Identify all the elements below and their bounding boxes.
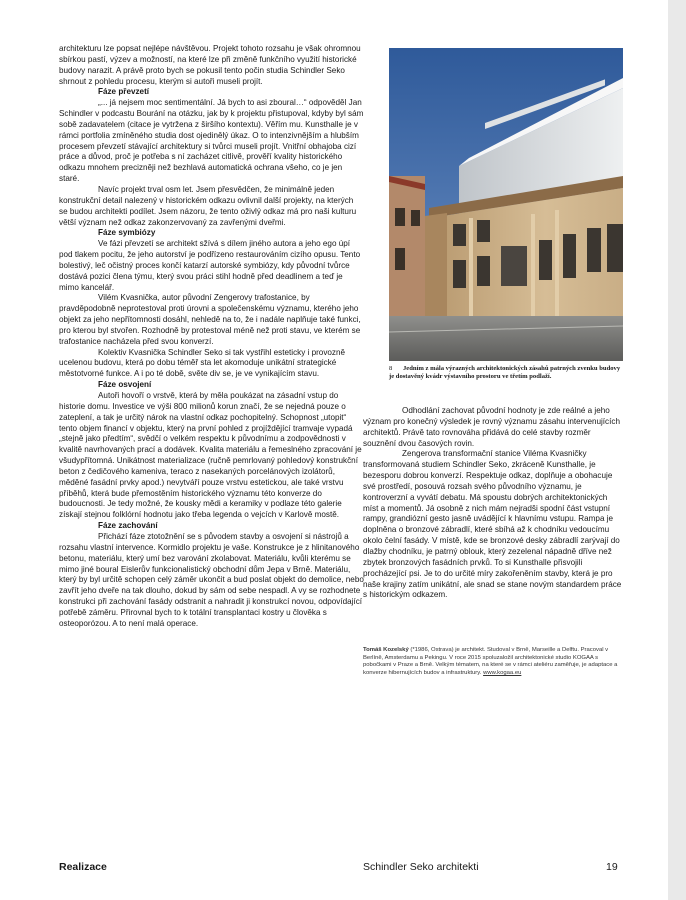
kunsthalle-facade-image	[389, 48, 623, 361]
body-paragraph: Kolektiv Kvasnička Schindler Seko si tak vystřihl esteticky i provozně ucelenou budovu, která po dobu téměř sta let akomoduje unikátní strategické městotvorné funkce. A i po té době, světe div se, je ve vynikajícím stavu.	[59, 347, 346, 379]
body-text-left-column	[59, 44, 364, 630]
section-heading: Fáze symbiózy	[98, 228, 156, 238]
section-heading: Fáze osvojení	[98, 380, 152, 390]
author-bio-text: (*1986, Ostrava) je architekt. Studoval v Brně, Marseille a Delftu. Pracoval v Berlíně, Amsterdamu a Pekingu. V roce 2015 spoluzaložil architektonické studio KOGAA s pobočkami v Praze a Brně. Velkým tématem, na které se v rámci ateliéru zaměřuje, je adaptace a konverze hibernujících budov a infrastruktury.	[363, 647, 618, 676]
caption-text: Jedním z mála výrazných architektonických zásahů patrných zvenku budovy je dostavěný kvádr výstavního prostoru ve třetím podlaží.	[389, 365, 621, 381]
body-paragraph: Navíc projekt trval osm let. Jsem přesvědčen, že minimálně jeden konstrukční detail nalezený v historickém odkazu ovlivnil další projekty, na kterých se budou architekti podílet. Jsem názoru, že tento oživlý odkaz má pro naši kulturu větší význam než odkaz zakonzervovaný za zavřenými dveřmi.	[59, 184, 357, 227]
body-paragraph: Zengerova transformační stanice Viléma Kvasničky transformovaná studiem Schindler Seko, zkráceně Kunsthalle, je bezesporu dobrou konverzí. Respektuje odkaz, doplňuje a obohacuje své prostředí, posouvá rozsah svého původního významu, je kontroverzní a vyvátí debatu. Má spoustu dobrých architektonických míst a momentů. Já osobně z nich mám nejradši spodní část vstupní rampy, grandiózní gesto jasně uvádějící k hlavnímu vstupu. Rampa je doplněna o bronzové zábradlí, které sbíhá až k chodníku vedoucímu okolo čelní fasády. V místě, kde se bronzové desky zábradlí zarývají do dlažby chodníku, je patrný oblouk, který zezelenal nápadně dříve než zbytek bronzových fasádních prvků. To si Kunsthalle přisvojili procházející psi. Je to do určité míry zakořeněním stavby, která je pro naše krajiny zatím unikátní, ale snad se stane novým standardem práce s historickým odkazem.	[363, 449, 622, 600]
caption-number: 8	[389, 365, 393, 372]
body-paragraph: Odhodlání zachovat původní hodnoty je zde reálné a jeho význam pro konečný výsledek je rovný významu zásahu intervenujících architektů. Právě tato rovnováha přidává do celé stavby rozměr souznění dvou časových rovin.	[363, 406, 620, 448]
page-number: 19	[606, 861, 618, 873]
body-text-right-column	[363, 406, 624, 601]
section-heading: Fáze převzetí	[98, 87, 150, 97]
author-website-link[interactable]: www.kogaa.eu	[483, 669, 522, 676]
body-paragraph: architekturu lze popsat nejlépe návštěvou. Projekt tohoto rozsahu je však ohromnou sbírkou pastí, výzev a možností, na které lze při změně funkčního využití historické budovy narazit. A právě proto bych se pokusil tento počin studia Schindler Seko shrnout z pohledu procesu, kterým si autoři museli projít.	[59, 44, 361, 86]
body-paragraph: Autoři hovoří o vrstvě, která by měla poukázat na zásadní vstup do historie domu. Investice ve výši 800 milionů korun značí, že se nejedná pouze o zateplení, a tak je určitý nárok na vlastní odkaz pochopitelný. Schopnost „utopit“ tento objem financí v objektu, který na první pohled z projíždějící tramvaje vypadá „stejně jako předtím“, svědčí o velkém respektu k původnímu a zodpovědnosti v kvalitě navrhovaných prací a dodávek. Kvalita materiálu a řemeslného zpracování je všudypřítomná. Unikátnost materializace (ručně pemrlovaný pohledový konstrukční beton z čedičového kameniva, teraco z nasekaných porcelánových izolátorů, měděné fasádní prvky apod.) nevytváří pouze vrstvu estetickou, ale také vrstvu příběhů, která bude přemostěním historického významu této konverze do budoucnosti. Je tedy možné, že kousky mědi a keramiky v podlaze této galerie získají stejnou folklórní hodnotu jako třeba legenda o vejcích v Karlově mostě.	[59, 391, 362, 520]
footer-section-title: Realizace	[59, 861, 107, 873]
body-paragraph: „... já nejsem moc sentimentální. Já bych to asi zboural…“ odpověděl Jan Schindler v podcastu Bourání na otázku, jak by k projektu přistupoval, kdyby byl sám sobě zadavatelem (citace je vytržena z širšího kontextu). Věřím mu. Kunsthalle je v rámci portfolia zmíněného studia dost ojedinělý úkaz. O to intenzivnějším a hlubším procesem převzetí stávající architektury si tvůrci museli projít. Vnitřní obhajoba cizí práce a důvod, proč je potřeba s ní zacházet citlivě, prověří kvality historického odkazu mnohem precizněji než bezhlavá automatická ochrana všeho, co je jen staré.	[59, 98, 364, 184]
body-paragraph: Přichází fáze ztotožnění se s původem stavby a osvojení si nástrojů a rozsahu vlastní intervence. Kormidlo projektu je vaše. Konstrukce je z hlinitanového betonu, materiálu, který umí bez varování zkolabovat. Materiálu, kvůli kterému se mimo jiné boural Eislerův funkcionalistický obchodní dům Jepa v Brně. Materiálu, který by byl určitě schopen celý záměr ukončit a bud poslat objekt do demolice, nebo zavřít jeho dveře na tak dlouho, dokud by sám od sebe nespadl. A vy se rozhodnete konstrukci při zachování fasády odstranit a nahradit ji konstrukcí novou, odpovídající potřebě záměru. Přirovnal bych to k totální transplantaci kostry u člověka s osteoporózou. A to není malá operace.	[59, 531, 364, 628]
body-paragraph: Vilém Kvasnička, autor původní Zengerovy trafostanice, by pravděpodobně neprotestoval proti úrovni a společenskému významu, kterého jeho objekt za jeho nepřítomnosti dosáhl, nehledě na to, že i nadále naplňuje také funkci, pro kterou byl stvořen. Rozhodně by protestoval méně než proti stavu, ve kterém se trafostanice nacházela před svou konverzí.	[59, 293, 361, 346]
author-bio	[363, 647, 625, 677]
building-photo	[389, 48, 623, 361]
footer-article-title: Schindler Seko architekti	[363, 861, 479, 873]
author-name: Tomáš Kozelský	[363, 647, 409, 653]
photo-caption	[389, 365, 623, 382]
body-paragraph: Ve fázi převzetí se architekt sžívá s dílem jiného autora a jeho ego úpí pod tlakem pocitu, že jeho autorství je podřízeno restaurováním cizího opusu. Tento bolestivý, leč očistný proces končí katarzí autorské symbiózy, kdy původní tvůrce dostává pozici člena týmu, který svou práci stihl hodně před deadlinem a teď je mimo kancelář.	[59, 239, 361, 292]
section-heading: Fáze zachování	[98, 521, 158, 531]
